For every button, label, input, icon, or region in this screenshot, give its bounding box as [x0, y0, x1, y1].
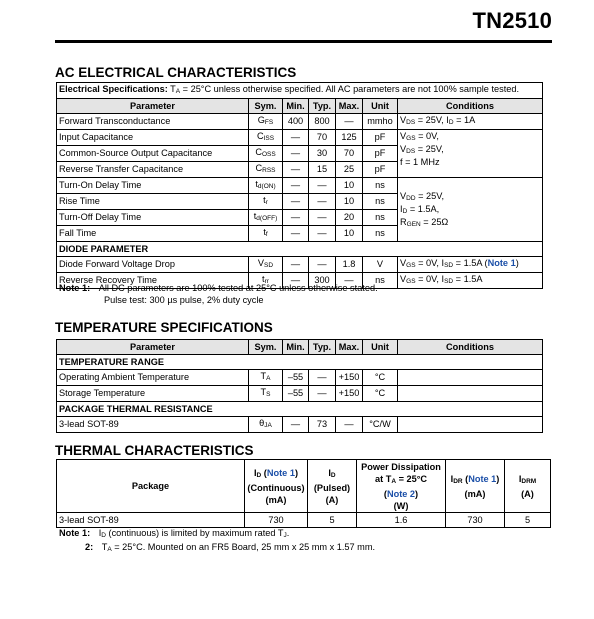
conditions-cell-switching: $V_{DD} = 25V$, $I_D = 1.5A$, $R_{GEN} = 25\Omega$	[398, 178, 543, 242]
max-cell: 25	[336, 162, 363, 178]
package-thermal-resistance-header: PACKAGE THERMAL RESISTANCE	[57, 402, 543, 417]
max-cell: 10	[336, 226, 363, 242]
max-cell: —	[336, 417, 363, 433]
note-label: Note 1:	[59, 528, 91, 538]
conditions-cell	[398, 417, 543, 433]
max-cell: 70	[336, 146, 363, 162]
note-label: Note 1:	[59, 283, 91, 293]
min-cell: —	[283, 130, 309, 146]
temperature-range-header: TEMPERATURE RANGE	[57, 355, 543, 370]
typ-cell: —	[309, 386, 336, 402]
min-cell: —	[283, 257, 309, 273]
note-text: All DC parameters are 100% tested at 25°C unless otherwise stated.	[98, 283, 378, 293]
id-pulsed-cell: 5	[308, 513, 357, 528]
diode-section-row	[57, 242, 543, 257]
min-cell: —	[283, 178, 309, 194]
sym-cell: $T_A$	[249, 370, 283, 386]
typ-cell: 70	[309, 130, 336, 146]
min-cell: –55	[283, 370, 309, 386]
typ-cell: —	[309, 178, 336, 194]
param-cell: Reverse Transfer Capacitance	[57, 162, 249, 178]
col-power-dissipation: Power Dissipation at $T_A = 25^\circ C$ (Note 2) (W)	[357, 460, 446, 513]
conditions-cell-capacitance: $V_{GS} = 0V$, $V_{DS} = 25V$, f = 1 MHz	[398, 130, 543, 178]
unit-cell: V	[363, 257, 398, 273]
ac-note-1	[59, 283, 378, 293]
sym-cell: $G_{FS}$	[249, 114, 283, 130]
unit-cell: ns	[363, 226, 398, 242]
col-package: Package	[57, 460, 245, 513]
diode-section-header: DIODE PARAMETER	[57, 242, 543, 257]
param-cell: Turn-Off Delay Time	[57, 210, 249, 226]
col-unit: Unit	[363, 340, 398, 355]
typ-cell: —	[309, 370, 336, 386]
table-row	[57, 257, 543, 273]
pkg-thermal-row	[57, 402, 543, 417]
param-cell: Input Capacitance	[57, 130, 249, 146]
sym-cell: $\theta_{JA}$	[249, 417, 283, 433]
power-dissipation-cell: 1.6	[357, 513, 446, 528]
table-row	[57, 513, 551, 528]
sym-cell: $t_f$	[249, 226, 283, 242]
electrical-spec-cell: Electrical Specifications: $T_A = 25^\circ C$ unless otherwise specified. All AC parameters are not 100% sample tested.	[57, 83, 543, 99]
max-cell: 10	[336, 194, 363, 210]
col-typ: Typ.	[309, 340, 336, 355]
spec-label: Electrical Specifications:	[59, 84, 168, 94]
sym-cell: $C_{OSS}$	[249, 146, 283, 162]
conditions-cell: $V_{GS} = 0V$, $I_{SD} = 1.5A$	[398, 273, 543, 289]
col-unit: Unit	[363, 99, 398, 114]
spec-text: = 25°C unless otherwise specified. All AC parameters are not 100% sample tested.	[180, 84, 520, 94]
param-cell: Turn-On Delay Time	[57, 178, 249, 194]
note-text: $T_A = 25^\circ C$. Mounted on an FR5 Board, 25 mm x 25 mm x 1.57 mm.	[101, 542, 376, 553]
col-parameter: Parameter	[57, 340, 249, 355]
min-cell: –55	[283, 386, 309, 402]
unit-cell: °C	[363, 386, 398, 402]
thermal-note-2	[85, 542, 375, 553]
thermal-note-1	[59, 528, 289, 539]
sym-cell: $t_{d(OFF)}$	[249, 210, 283, 226]
table-row	[57, 370, 543, 386]
unit-cell: pF	[363, 162, 398, 178]
temp-range-row	[57, 355, 543, 370]
part-number: TN2510	[472, 8, 552, 33]
note-1-link[interactable]: Note 1	[487, 258, 516, 268]
max-cell: —	[336, 114, 363, 130]
temperature-table	[56, 339, 543, 433]
note-text: $I_D$ (continuous) is limited by maximum rated $T_J$.	[98, 528, 290, 539]
note-label: 2:	[85, 542, 94, 552]
thermal-header-row	[57, 460, 551, 513]
sym-cell: $t_{d(ON)}$	[249, 178, 283, 194]
max-cell: 10	[336, 178, 363, 194]
conditions-cell	[398, 386, 543, 402]
unit-cell: ns	[363, 194, 398, 210]
sym-cell: $C_{ISS}$	[249, 130, 283, 146]
col-idrm: $I_{DRM}$ (A)	[505, 460, 551, 513]
max-cell: 20	[336, 210, 363, 226]
conditions-cell: $V_{DS} = 25V$, $I_D = 1A$	[398, 114, 543, 130]
param-cell: Storage Temperature	[57, 386, 249, 402]
unit-cell: ns	[363, 210, 398, 226]
document-header	[0, 0, 594, 46]
param-cell: Reverse Recovery Time	[57, 273, 249, 289]
ac-note-line-2: Pulse test: 300 µs pulse, 2% duty cycle	[104, 295, 264, 305]
temp-header-row	[57, 340, 543, 355]
col-sym: Sym.	[249, 340, 283, 355]
max-cell: 125	[336, 130, 363, 146]
conditions-cell	[398, 370, 543, 386]
typ-cell: 15	[309, 162, 336, 178]
unit-cell: °C/W	[363, 417, 398, 433]
spec-note-row	[57, 83, 543, 99]
typ-cell: 800	[309, 114, 336, 130]
col-id-continuous: $I_D$ (Note 1) (Continuous) (mA)	[245, 460, 308, 513]
max-cell: +150	[336, 386, 363, 402]
sym-cell: $t_{rr}$	[249, 273, 283, 289]
thermal-section-title: THERMAL CHARACTERISTICS	[55, 443, 254, 458]
unit-cell: pF	[363, 130, 398, 146]
header-rule	[55, 40, 552, 43]
min-cell: —	[283, 162, 309, 178]
id-continuous-cell: 730	[245, 513, 308, 528]
min-cell: 400	[283, 114, 309, 130]
sym-cell: $C_{RSS}$	[249, 162, 283, 178]
min-cell: —	[283, 194, 309, 210]
col-min: Min.	[283, 99, 309, 114]
min-cell: —	[283, 273, 309, 289]
note-2-link[interactable]: Note 2	[386, 488, 416, 499]
col-idr: $I_{DR}$ (Note 1) (mA)	[446, 460, 505, 513]
param-cell: Diode Forward Voltage Drop	[57, 257, 249, 273]
col-id-pulsed: $I_D$ (Pulsed) (A)	[308, 460, 357, 513]
sym-cell: $V_{SD}$	[249, 257, 283, 273]
col-typ: Typ.	[309, 99, 336, 114]
typ-cell: —	[309, 210, 336, 226]
max-cell: 1.8	[336, 257, 363, 273]
param-cell: Fall Time	[57, 226, 249, 242]
typ-cell: 30	[309, 146, 336, 162]
sym-cell: $T_S$	[249, 386, 283, 402]
typ-cell: 73	[309, 417, 336, 433]
conditions-cell: $V_{GS} = 0V$, $I_{SD} = 1.5A$ (Note 1)	[398, 257, 543, 273]
unit-cell: °C	[363, 370, 398, 386]
package-cell: 3-lead SOT-89	[57, 513, 245, 528]
note-1-link[interactable]: Note 1	[266, 467, 295, 478]
min-cell: —	[283, 417, 309, 433]
idrm-cell: 5	[505, 513, 551, 528]
unit-cell: pF	[363, 146, 398, 162]
table-row	[57, 178, 543, 194]
ac-header-row	[57, 99, 543, 114]
col-sym: Sym.	[249, 99, 283, 114]
param-cell: Common-Source Output Capacitance	[57, 146, 249, 162]
table-row	[57, 386, 543, 402]
ac-characteristics-table	[56, 82, 543, 289]
col-min: Min.	[283, 340, 309, 355]
param-cell: Rise Time	[57, 194, 249, 210]
col-parameter: Parameter	[57, 99, 249, 114]
col-conditions: Conditions	[398, 340, 543, 355]
table-row	[57, 130, 543, 146]
param-cell: Forward Transconductance	[57, 114, 249, 130]
typ-cell: —	[309, 257, 336, 273]
table-row	[57, 114, 543, 130]
min-cell: —	[283, 146, 309, 162]
typ-cell: —	[309, 226, 336, 242]
typ-cell: 300	[309, 273, 336, 289]
unit-cell: ns	[363, 273, 398, 289]
param-cell: Operating Ambient Temperature	[57, 370, 249, 386]
col-max: Max.	[336, 340, 363, 355]
thermal-table	[56, 459, 551, 528]
unit-cell: mmho	[363, 114, 398, 130]
param-cell: 3-lead SOT-89	[57, 417, 249, 433]
typ-cell: —	[309, 194, 336, 210]
note-1-link[interactable]: Note 1	[468, 473, 497, 484]
idr-cell: 730	[446, 513, 505, 528]
max-cell: +150	[336, 370, 363, 386]
table-row	[57, 417, 543, 433]
col-conditions: Conditions	[398, 99, 543, 114]
min-cell: —	[283, 210, 309, 226]
temp-section-title: TEMPERATURE SPECIFICATIONS	[55, 320, 273, 335]
unit-cell: ns	[363, 178, 398, 194]
min-cell: —	[283, 226, 309, 242]
col-max: Max.	[336, 99, 363, 114]
max-cell: —	[336, 273, 363, 289]
sym-cell: $t_r$	[249, 194, 283, 210]
ac-section-title: AC ELECTRICAL CHARACTERISTICS	[55, 65, 297, 80]
